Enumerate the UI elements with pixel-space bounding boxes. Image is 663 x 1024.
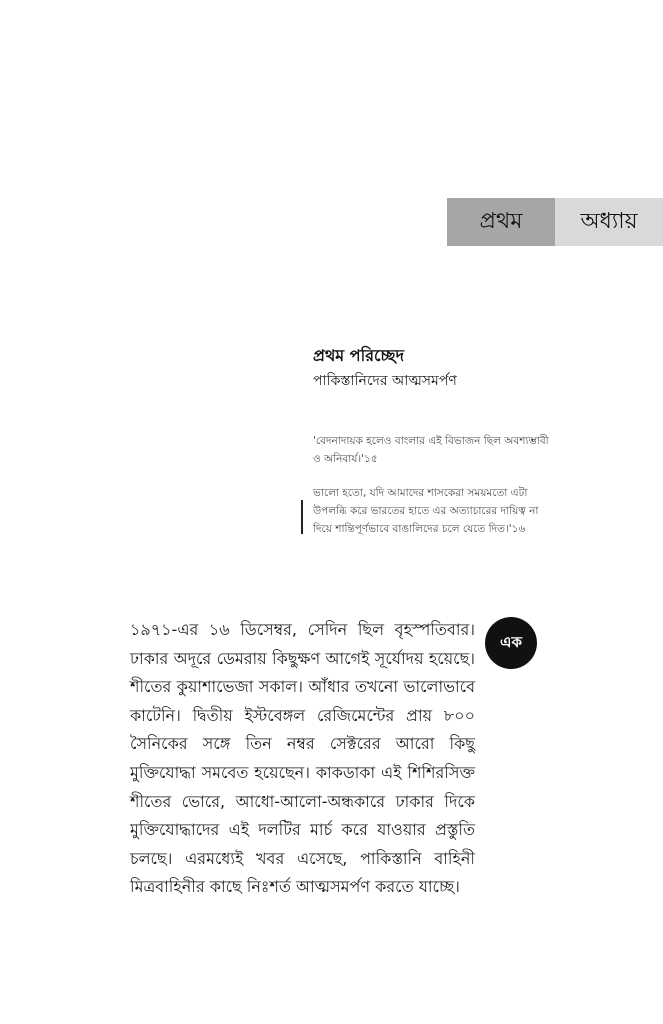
quote-bar-divider bbox=[301, 500, 303, 534]
epigraph-quote: ভালো হতো, যদি আমাদের শাসকেরা সময়মতো এটা উপলব্ধি করে ভারতের হাতে এর অত্যাচারের দায়িত্ব না দিয়ে শান্তিপূর্ণভাবে বাঙালিদের চলে যেতে দিত।'১৬ bbox=[313, 487, 539, 535]
chapter-heading-banner bbox=[447, 198, 663, 246]
epigraph-quote: 'বেদনাদায়ক হলেও বাংলার এই বিভাজন ছিল অবশ্যম্ভাবী ও অনিবার্য।'১৫ bbox=[313, 435, 549, 465]
body-paragraph: ১৯৭১-এর ১৬ ডিসেম্বর, সেদিন ছিল বৃহস্পতিবার। ঢাকার অদূরে ডেমরায় কিছুক্ষণ আগেই সূর্যোদয় হয়েছে। শীতের কুয়াশাভেজা সকাল। আঁধার তখনো ভালোভাবে কাটেনি। দ্বিতীয় ইস্টবেঙ্গল রেজিমেন্টের প্রায় ৮০০ সৈনিকের সঙ্গে তিন নম্বর সেক্টরের আরো কিছু মুক্তিযোদ্ধা সমবেত হয়েছেন। কাকডাকা এই শিশিরসিক্ত শীতের ভোরে, আধো-আলো-অন্ধকারে ঢাকার দিকে মুক্তিযোদ্ধাদের এই দলটির মার্চ করে যাওয়ার প্রস্তুতি চলছে। এরমধ্যেই খবর এসেছে, পাকিস্তানি বাহিনী মিত্রবাহিনীর কাছে নিঃশর্ত আত্মসমর্পণ করতে যাচ্ছে। bbox=[130, 620, 475, 897]
chapter-number-badge: এক bbox=[485, 617, 537, 669]
section-subtitle: পাকিস্তানিদের আত্মসমর্পণ bbox=[313, 373, 457, 389]
chapter-heading-second-word: অধ্যায় bbox=[555, 198, 663, 246]
section-title: প্রথম পরিচ্ছেদ bbox=[313, 346, 404, 365]
chapter-heading-first-word: প্রথম bbox=[447, 198, 555, 246]
